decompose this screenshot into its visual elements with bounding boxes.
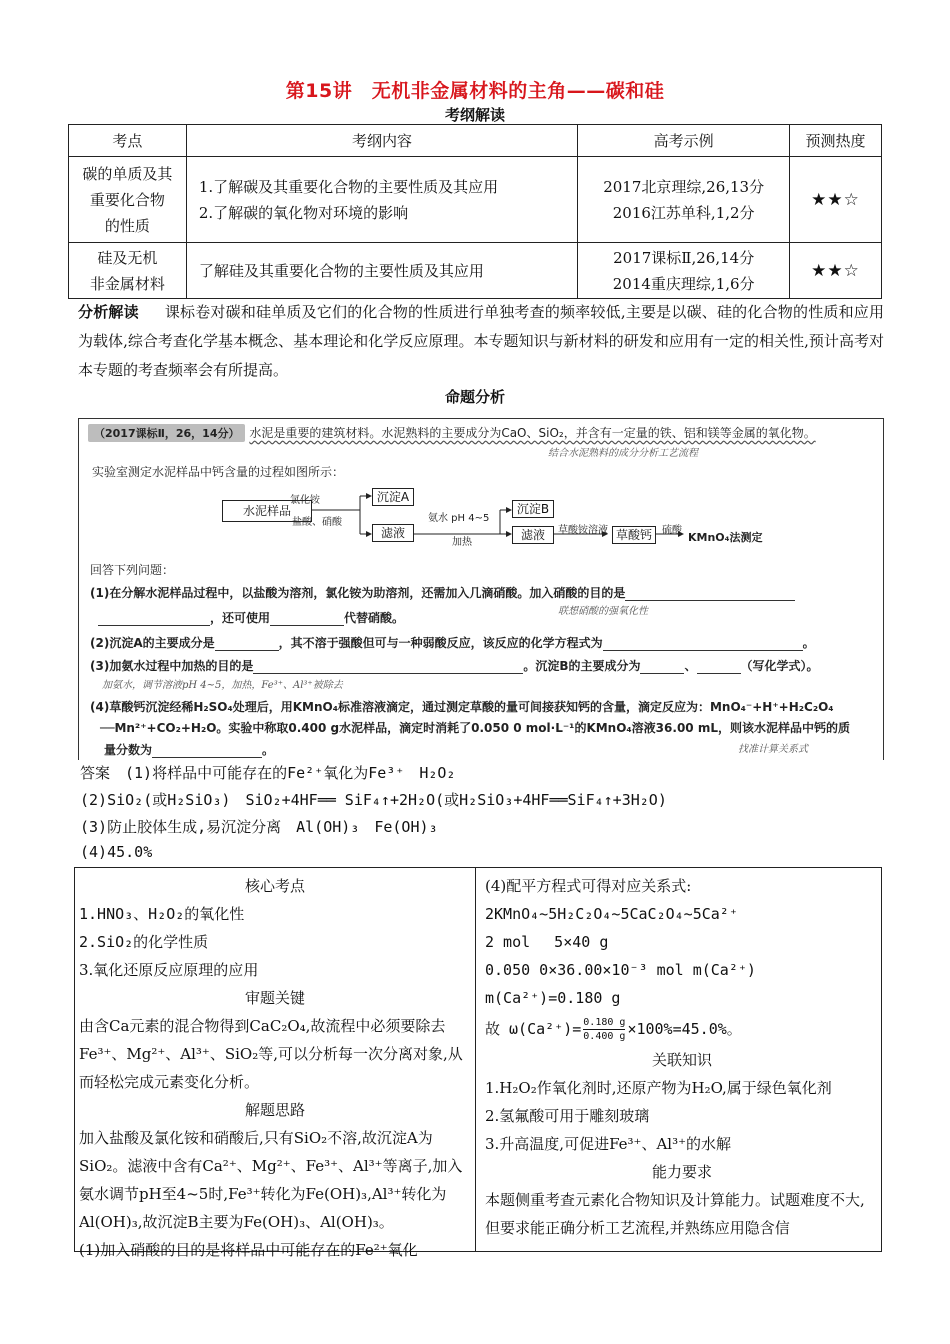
formula-line: 2KMnO₄~5H₂C₂O₄~5CaC₂O₄~5Ca²⁺: [485, 905, 738, 923]
flow-node-filtrate: 滤液: [512, 526, 554, 544]
heat-rating: ★★☆: [790, 157, 882, 243]
paragraph: (4)配平方程式可得对应关系式:: [485, 877, 692, 895]
question-intro-line: [88, 424, 878, 442]
flow-final-step: KMnO₄法测定: [688, 531, 763, 544]
flow-intro: 实验室测定水泥样品中钙含量的过程如图所示：: [92, 465, 345, 479]
analysis-paragraph: [78, 298, 884, 385]
handwritten-note: 找准计算关系式: [738, 744, 808, 755]
handwritten-note: 加氨水，调节溶液pH 4~5，加热，Fe³⁺、Al³⁺被除去: [102, 680, 343, 691]
answer-blank: [253, 662, 523, 674]
sub-question-3: (3)加氨水过程中加热的目的是 。沉淀B的主要成分为 、 （写化学式）。: [90, 659, 819, 673]
column-divider: [475, 868, 476, 1251]
answer-line-2: (2)SiO₂(或H₂SiO₃) SiO₂+4HF══ SiF₄↑+2H₂O(或H₂SiO₃+4HF══SiF₄↑+3H₂O): [80, 791, 667, 809]
heading-related-knowledge: 关联知识: [651, 1051, 712, 1069]
list-item: 2.SiO₂的化学性质: [79, 933, 209, 951]
answer-blank: [98, 614, 210, 626]
flow-node-sample: 水泥样品: [222, 500, 312, 522]
answer-blank: [640, 662, 684, 674]
formula-line: 0.050 0×36.00×10⁻³ mol m(Ca²⁺): [485, 961, 756, 979]
answer-blank: [603, 639, 803, 651]
flow-reagent: 硫酸: [662, 525, 682, 536]
table-cell-examples: 2017北京理综,26,13分 2016江苏单科,1,2分: [578, 157, 790, 243]
answer-blank: [697, 662, 741, 674]
answer-prompt: 回答下列问题：: [90, 563, 175, 577]
handwritten-note: 结合水泥熟料的成分分析工艺流程: [548, 448, 698, 459]
flow-reagent: 氨水 pH 4~5: [428, 513, 490, 524]
flow-node-precipitate-a: 沉淀A: [372, 488, 414, 506]
table-header: 考点: [69, 125, 187, 157]
left-column: [79, 872, 471, 1264]
syllabus-table: [68, 124, 882, 299]
table-header-row: [69, 125, 882, 157]
question-intro: 水泥是重要的建筑材料。水泥熟料的主要成分为CaO、SiO₂，并含有一定量的铁、铝和镁等金属的氧化物。: [249, 426, 816, 440]
table-cell-content: 1.了解碳及其重要化合物的主要性质及其应用 2.了解碳的氧化物对环境的影响: [186, 157, 577, 243]
list-item: 1.H₂O₂作氧化剂时,还原产物为H₂O,属于绿色氧化剂: [485, 1079, 832, 1097]
flow-node-calcium-oxalate: 草酸钙: [612, 526, 656, 544]
formula-line: 2 mol 5×40 g: [485, 933, 609, 951]
flow-reagent: 氯化铵: [290, 495, 320, 506]
question-source-tag: （2017课标Ⅱ，26，14分）: [88, 424, 245, 442]
answer-line-3: (3)防止胶体生成,易沉淀分离 Al(OH)₃ Fe(OH)₃: [80, 818, 438, 836]
heat-rating: ★★☆: [790, 243, 882, 299]
table-cell-examples: 2017课标Ⅱ,26,14分 2014重庆理综,1,6分: [578, 243, 790, 299]
list-item: 3.升高温度,可促进Fe³⁺、Al³⁺的水解: [485, 1135, 732, 1153]
table-cell-content: 了解硅及其重要化合物的主要性质及其应用: [186, 243, 577, 299]
heading-solution: 解题思路: [244, 1101, 305, 1119]
section-heading-analysis: 命题分析: [444, 388, 505, 406]
analysis-text: 课标卷对碳和硅单质及它们的化合物的性质进行单独考查的频率较低,主要是以碳、硅的化合物的性质和应用为载体,综合考查化学基本概念、基本理论和化学反应原理。本专题知识与新材料的研发和应用有一定的相关性,预计高考对本专题的考查频率会有所提高。: [78, 303, 884, 379]
answer-blank: [270, 614, 344, 626]
sub-question-2: (2)沉淀A的主要成分是 ，其不溶于强酸但可与一种弱酸反应，该反应的化学方程式为 。: [90, 636, 815, 650]
page-title: 第15讲 无机非金属材料的主角——碳和硅: [285, 80, 665, 102]
flow-node-filtrate: 滤液: [372, 524, 414, 542]
formula-fraction-line: 故 ω(Ca²⁺)= $\frac{0.180 g}{0.400 g}$ ×100%=45.0%。: [485, 1016, 742, 1042]
paragraph: 加入盐酸及氯化铵和硝酸后,只有SiO₂不溶,故沉淀A为SiO₂。滤液中含有Ca²⁺、Mg²⁺、Fe³⁺、Al³⁺等离子,加入氨水调节pH至4~5时,Fe³⁺转化为Fe(OH)₃,Al³⁺转化为Al(OH)₃,故沉淀B主要为Fe(OH)₃、Al(OH)₃。: [79, 1129, 463, 1231]
paragraph: (1)加入硝酸的目的是将样品中可能存在的Fe²⁺氧化: [79, 1241, 418, 1259]
formula-line: m(Ca²⁺)=0.180 g: [485, 989, 621, 1007]
flow-reagent: 盐酸、硝酸: [292, 517, 342, 528]
list-item: 1.HNO₃、H₂O₂的氧化性: [79, 905, 245, 923]
fraction: $\frac{0.180 g}{0.400 g}$: [583, 1016, 626, 1042]
answer-line-4: (4)45.0%: [80, 843, 153, 861]
table-cell-topic: 碳的单质及其 重要化合物 的性质: [69, 157, 187, 243]
table-row: [69, 157, 882, 243]
table-row: [69, 243, 882, 299]
flow-node-precipitate-b: 沉淀B: [512, 500, 554, 518]
answer-blank: [152, 746, 262, 758]
flow-reagent: 草酸铵溶液: [558, 525, 608, 536]
analysis-grid: [74, 867, 882, 1259]
paragraph: 本题侧重考查元素化合物知识及计算能力。试题难度不大,但要求能正确分析工艺流程,并熟练应用隐含信: [485, 1191, 865, 1237]
analysis-label: 分析解读: [78, 303, 139, 321]
paragraph: 由含Ca元素的混合物得到CaC₂O₄,故流程中必须要除去Fe³⁺、Mg²⁺、Al³⁺、SiO₂等,可以分析每一次分离对象,从而轻松完成元素变化分析。: [79, 1017, 463, 1091]
table-header: 考纲内容: [186, 125, 577, 157]
sub-question-1: (1)在分解水泥样品过程中，以盐酸为溶剂，氯化铵为助溶剂，还需加入几滴硝酸。加入硝酸的目的是: [90, 584, 795, 601]
sub-question-4: (4)草酸钙沉淀经稀H₂SO₄处理后，用KMnO₄标准溶液滴定，通过测定草酸的量可间接获知钙的含量，滴定反应为：MnO₄⁻+H⁺+H₂C₂O₄: [90, 700, 834, 714]
heading-ability: 能力要求: [651, 1163, 712, 1181]
right-column: [485, 872, 879, 1242]
heading-core-points: 核心考点: [244, 877, 305, 895]
handwritten-note: 联想硝酸的强氧化性: [558, 606, 648, 617]
sub-question-4-cont: ──Mn²⁺+CO₂+H₂O。实验中称取0.400 g水泥样品，滴定时消耗了0.050 0 mol·L⁻¹的KMnO₄溶液36.00 mL，则该水泥样品中钙的质: [100, 721, 850, 735]
table-header: 预测热度: [790, 125, 882, 157]
heading-key-points: 审题关键: [244, 989, 305, 1007]
list-item: 2.氢氟酸可用于雕刻玻璃: [485, 1107, 650, 1125]
sub-question-1-cont: ，还可使用 代替硝酸。: [98, 609, 404, 626]
table-header: 高考示例: [578, 125, 790, 157]
sub-question-4-end: 量分数为 。: [104, 743, 275, 757]
answer-blank: [625, 589, 795, 601]
section-heading-syllabus: 考纲解读: [444, 106, 505, 124]
answer-line-1: 答案 (1)将样品中可能存在的Fe²⁺氧化为Fe³⁺ H₂O₂: [80, 764, 456, 782]
list-item: 3.氧化还原反应原理的应用: [79, 961, 259, 979]
table-cell-topic: 硅及无机 非金属材料: [69, 243, 187, 299]
flow-reagent: 加热: [452, 537, 472, 548]
answer-blank: [215, 639, 279, 651]
